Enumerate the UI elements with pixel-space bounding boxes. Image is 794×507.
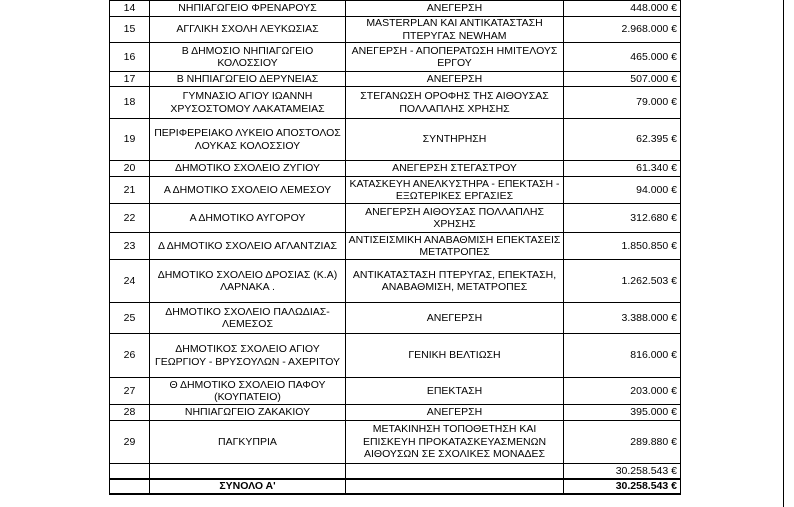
school-name: ΑΓΓΛΙΚΗ ΣΧΟΛΗ ΛΕΥΚΩΣΙΑΣ: [150, 17, 346, 43]
school-name: Α ΔΗΜΟΤΙΚΟ ΣΧΟΛΕΙΟ ΛΕΜΕΣΟΥ: [150, 177, 346, 204]
project-description: ΑΝΤΙΣΕΙΣΜΙΚΗ ΑΝΑΒΑΘΜΙΣΗ ΕΠΕΚΤΑΣΕΙΣ ΜΕΤΑΤΡΟΠΕΣ: [346, 233, 564, 260]
table-row: [110, 303, 681, 334]
row-number: 17: [110, 72, 150, 87]
table-row: [110, 421, 681, 464]
project-description: ΓΕΝΙΚΗ ΒΕΛΤΙΩΣΗ: [346, 334, 564, 378]
school-name: ΔΗΜΟΤΙΚΟΣ ΣΧΟΛΕΙΟ ΑΓΙΟΥ ΓΕΩΡΓΙΟΥ - ΒΡΥΣΟΥΛΩΝ - ΑΧΕΡΙΤΟΥ: [150, 334, 346, 378]
subtotal-row: [110, 464, 681, 479]
row-number: 23: [110, 233, 150, 260]
project-description: ΑΝΕΓΕΡΣΗ ΑΙΘΟΥΣΑΣ ΠΟΛΛΑΠΛΗΣ ΧΡΗΣΗΣ: [346, 204, 564, 233]
row-number: 19: [110, 119, 150, 161]
row-number: 26: [110, 334, 150, 378]
project-description: ΕΠΕΚΤΑΣΗ: [346, 378, 564, 405]
school-name: ΝΗΠΙΑΓΩΓΕΙΟ ΖΑΚΑΚΙΟΥ: [150, 405, 346, 421]
row-number: 16: [110, 43, 150, 72]
row-number: 29: [110, 421, 150, 464]
table-row: [110, 161, 681, 177]
total-amount: 30.258.543 €: [564, 479, 681, 494]
table-row: [110, 72, 681, 87]
row-number: 21: [110, 177, 150, 204]
project-description: ΚΑΤΑΣΚΕΥΗ ΑΝΕΛΚΥΣΤΗΡΑ - ΕΠΕΚΤΑΣΗ - ΕΞΩΤΕΡΙΚΕΣ ΕΡΓΑΣΙΕΣ: [346, 177, 564, 204]
project-description: ΑΝΤΙΚΑΤΑΣΤΑΣΗ ΠΤΕΡΥΓΑΣ, ΕΠΕΚΤΑΣΗ, ΑΝΑΒΑΘΜΙΣΗ, ΜΕΤΑΤΡΟΠΕΣ: [346, 260, 564, 303]
budget-amount: 448.000 €: [564, 1, 681, 17]
table-row: [110, 177, 681, 204]
budget-amount: 507.000 €: [564, 72, 681, 87]
school-name: Θ ΔΗΜΟΤΙΚΟ ΣΧΟΛΕΙΟ ΠΑΦΟΥ (ΚΟΥΠΑΤΕΙΟ): [150, 378, 346, 405]
school-name: ΝΗΠΙΑΓΩΓΕΙΟ ΦΡΕΝΑΡΟΥΣ: [150, 1, 346, 17]
project-description: ΑΝΕΓΕΡΣΗ: [346, 303, 564, 334]
budget-amount: 61.340 €: [564, 161, 681, 177]
school-name: ΔΗΜΟΤΙΚΟ ΣΧΟΛΕΙΟ ΖΥΓΙΟΥ: [150, 161, 346, 177]
budget-amount: 203.000 €: [564, 378, 681, 405]
budget-amount: 1.850.850 €: [564, 233, 681, 260]
school-name: Β ΔΗΜΟΣΙΟ ΝΗΠΙΑΓΩΓΕΙΟ ΚΟΛΟΣΣΙΟΥ: [150, 43, 346, 72]
school-name: Α ΔΗΜΟΤΙΚΟ ΑΥΓΟΡΟΥ: [150, 204, 346, 233]
budget-amount: 3.388.000 €: [564, 303, 681, 334]
total-row: [110, 479, 681, 494]
table-row: [110, 43, 681, 72]
table-row: [110, 204, 681, 233]
table-row: [110, 378, 681, 405]
project-description: MASTERPLAN ΚΑΙ ΑΝΤΙΚΑΤΑΣΤΑΣΗ ΠΤΕΡΥΓΑΣ NEWHAM: [346, 17, 564, 43]
project-description: ΑΝΕΓΕΡΣΗ - ΑΠΟΠΕΡΑΤΩΣΗ ΗΜΙΤΕΛΟΥΣ ΕΡΓΟΥ: [346, 43, 564, 72]
row-number: 27: [110, 378, 150, 405]
row-number: 15: [110, 17, 150, 43]
school-name: Δ ΔΗΜΟΤΙΚΟ ΣΧΟΛΕΙΟ ΑΓΛΑΝΤΖΙΑΣ: [150, 233, 346, 260]
table-row: [110, 233, 681, 260]
budget-amount: 816.000 €: [564, 334, 681, 378]
row-number: 14: [110, 1, 150, 17]
school-name: ΔΗΜΟΤΙΚΟ ΣΧΟΛΕΙΟ ΔΡΟΣΙΑΣ (Κ.Α) ΛΑΡΝΑΚΑ .: [150, 260, 346, 303]
table-row: [110, 405, 681, 421]
row-number: 24: [110, 260, 150, 303]
row-number: 18: [110, 87, 150, 119]
project-description: ΜΕΤΑΚΙΝΗΣΗ ΤΟΠΟΘΕΤΗΣΗ ΚΑΙ ΕΠΙΣΚΕΥΗ ΠΡΟΚΑΤΑΣΚΕΥΑΣΜΕΝΩΝ ΑΙΘΟΥΣΩΝ ΣΕ ΣΧΟΛΙΚΕΣ ΜΟΝΑΔΕΣ: [346, 421, 564, 464]
budget-amount: 395.000 €: [564, 405, 681, 421]
row-number: 28: [110, 405, 150, 421]
school-name: ΔΗΜΟΤΙΚΟ ΣΧΟΛΕΙΟ ΠΑΛΩΔΙΑΣ-ΛΕΜΕΣΟΣ: [150, 303, 346, 334]
project-description: ΣΤΕΓΑΝΩΣΗ ΟΡΟΦΗΣ ΤΗΣ ΑΙΘΟΥΣΑΣ ΠΟΛΛΑΠΛΗΣ ΧΡΗΣΗΣ: [346, 87, 564, 119]
school-name: ΠΕΡΙΦΕΡΕΙΑΚΟ ΛΥΚΕΙΟ ΑΠΟΣΤΟΛΟΣ ΛΟΥΚΑΣ ΚΟΛΟΣΣΙΟΥ: [150, 119, 346, 161]
budget-amount: 79.000 €: [564, 87, 681, 119]
budget-table: [109, 0, 681, 495]
row-number: 25: [110, 303, 150, 334]
school-name: ΠΑΓΚΥΠΡΙΑ: [150, 421, 346, 464]
project-description: ΑΝΕΓΕΡΣΗ: [346, 405, 564, 421]
table-row: [110, 17, 681, 43]
school-name: Β ΝΗΠΙΑΓΩΓΕΙΟ ΔΕΡΥΝΕΙΑΣ: [150, 72, 346, 87]
project-description: ΣΥΝΤΗΡΗΣΗ: [346, 119, 564, 161]
project-description: ΑΝΕΓΕΡΣΗ: [346, 1, 564, 17]
table-row: [110, 334, 681, 378]
table-row: [110, 119, 681, 161]
project-description: ΑΝΕΓΕΡΣΗ ΣΤΕΓΑΣΤΡΟΥ: [346, 161, 564, 177]
budget-amount: 1.262.503 €: [564, 260, 681, 303]
table-row: [110, 1, 681, 17]
budget-amount: 94.000 €: [564, 177, 681, 204]
table-row: [110, 87, 681, 119]
budget-amount: 62.395 €: [564, 119, 681, 161]
school-name: ΓΥΜΝΑΣΙΟ ΑΓΙΟΥ ΙΩΑΝΝΗ ΧΡΥΣΟΣΤΟΜΟΥ ΛΑΚΑΤΑΜΕΙΑΣ: [150, 87, 346, 119]
subtotal-amount: 30.258.543 €: [564, 464, 681, 479]
budget-amount: 289.880 €: [564, 421, 681, 464]
table-row: [110, 260, 681, 303]
page-edge-line: [783, 0, 784, 507]
budget-amount: 312.680 €: [564, 204, 681, 233]
budget-amount: 2.968.000 €: [564, 17, 681, 43]
project-description: ΑΝΕΓΕΡΣΗ: [346, 72, 564, 87]
row-number: 22: [110, 204, 150, 233]
budget-amount: 465.000 €: [564, 43, 681, 72]
total-label: ΣΥΝΟΛΟ Α': [150, 479, 346, 494]
row-number: 20: [110, 161, 150, 177]
